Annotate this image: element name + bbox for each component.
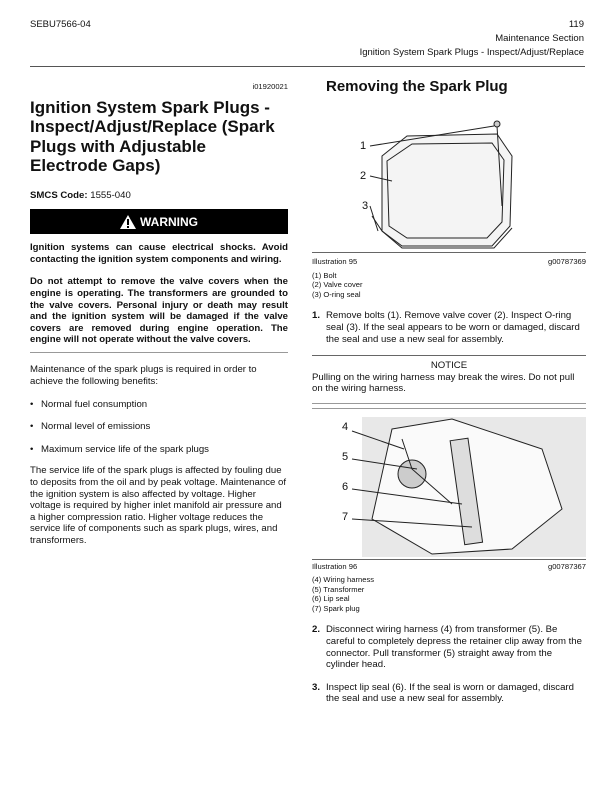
smcs-label: SMCS Code: bbox=[30, 189, 88, 201]
page-title: Ignition System Spark Plugs - Inspect/Adjust/Replace (Spark Plugs with Adjustable Electrode Gaps) bbox=[30, 97, 275, 176]
caption-list bbox=[312, 575, 586, 613]
illustration-label: Illustration 96 bbox=[312, 562, 358, 572]
warning-text: Ignition systems can cause electrical shocks. Avoid contacting the ignition system components and wiring. bbox=[30, 242, 288, 265]
benefits-list bbox=[30, 399, 288, 456]
header-divider bbox=[30, 66, 585, 67]
illustration-code: g00787367 bbox=[547, 562, 586, 572]
intro-paragraph: Maintenance of the spark plugs is required in order to achieve the following benefits: bbox=[30, 364, 257, 388]
step-text: Disconnect wiring harness (4) from transformer (5). Be careful to completely depress the retainer clip away from the connector. Pull transformer (5) straight away from the cylinder head. bbox=[326, 624, 582, 671]
service-life-paragraph: The service life of the spark plugs is affected by fouling due to deposits from the oil and by peak voltage. Maintenance of the ignition system is also affected by voltage. Higher voltage is required by higher inlet manifold air pressure and a higher compression ratio. Higher voltage reduces the service life of components such as spark plugs, wires, and transformers. bbox=[30, 465, 286, 546]
doc-id: SEBU7566-04 bbox=[30, 19, 91, 30]
step-number: 1. bbox=[312, 310, 321, 322]
right-column bbox=[312, 78, 586, 705]
illustration-label: Illustration 95 bbox=[312, 257, 358, 266]
notice-divider-top bbox=[312, 355, 586, 356]
step-number: 3. bbox=[312, 681, 321, 693]
step-1 bbox=[312, 310, 586, 345]
caption: (6) Lip seal bbox=[312, 594, 350, 604]
illustration-96 bbox=[312, 409, 586, 559]
transformer-drawing bbox=[312, 409, 586, 559]
caption: (4) Wiring harness bbox=[312, 575, 375, 585]
caption: (1) Bolt bbox=[312, 270, 337, 280]
section-heading: Removing the Spark Plug bbox=[326, 78, 508, 95]
caption: (2) Valve cover bbox=[312, 280, 363, 290]
caption: (3) O-ring seal bbox=[312, 289, 361, 299]
warning-text: Do not attempt to remove the valve covers when the engine is operating. The transformers are grounded to the valve covers. Personal injury or death may result and the ignition system will be damaged if the valve covers are removed during engine operation. The engine will not operate without the valve covers. bbox=[30, 276, 288, 346]
step-number: 2. bbox=[312, 624, 321, 636]
caption: (7) Spark plug bbox=[312, 603, 360, 613]
callout-2: 2 bbox=[360, 170, 367, 182]
smcs-value: 1555-040 bbox=[90, 189, 131, 201]
warning-banner bbox=[30, 209, 288, 234]
notice-label: NOTICE bbox=[430, 360, 468, 372]
figure-divider bbox=[312, 559, 586, 560]
callout-1: 1 bbox=[360, 140, 367, 152]
callout-4: 4 bbox=[342, 421, 349, 434]
notice-divider-bottom bbox=[312, 403, 586, 405]
page-header bbox=[360, 18, 584, 60]
smcs-code bbox=[30, 190, 288, 202]
warning-triangle-icon bbox=[120, 215, 136, 229]
page-number: 119 bbox=[568, 19, 584, 30]
list-item: • Normal fuel consumption bbox=[30, 399, 288, 411]
notice-text: Pulling on the wiring harness may break the wires. Do not pull on the wiring harness. bbox=[312, 371, 575, 395]
list-item: • Maximum service life of the spark plugs bbox=[30, 444, 288, 456]
callout-5: 5 bbox=[342, 451, 349, 464]
step-2 bbox=[312, 624, 586, 670]
callout-7: 7 bbox=[342, 511, 349, 524]
caption-list bbox=[312, 271, 586, 300]
list-item: • Normal level of emissions bbox=[30, 421, 288, 433]
callout-6: 6 bbox=[342, 481, 349, 494]
caption: (5) Transformer bbox=[312, 584, 365, 594]
section-name: Maintenance Section bbox=[495, 33, 584, 44]
step-text: Remove bolts (1). Remove valve cover (2). Inspect O-ring seal (3). If the seal appears to be worn or damaged, discard the seal and use a new seal for assembly. bbox=[326, 310, 580, 345]
step-text: Inspect lip seal (6). If the seal is worn or damaged, discard the seal and use a new seal for assembly. bbox=[326, 681, 574, 705]
step-3 bbox=[312, 682, 586, 705]
warning-divider bbox=[30, 352, 288, 354]
valve-cover-drawing bbox=[312, 96, 586, 256]
illustration-95 bbox=[312, 96, 586, 256]
callout-3: 3 bbox=[362, 200, 369, 212]
ref-id: i01920021 bbox=[252, 82, 288, 91]
warning-label: WARNING bbox=[140, 214, 198, 229]
topic-name: Ignition System Spark Plugs - Inspect/Adjust/Replace bbox=[359, 47, 584, 58]
illustration-code: g00787369 bbox=[547, 257, 586, 266]
left-column bbox=[30, 80, 288, 547]
